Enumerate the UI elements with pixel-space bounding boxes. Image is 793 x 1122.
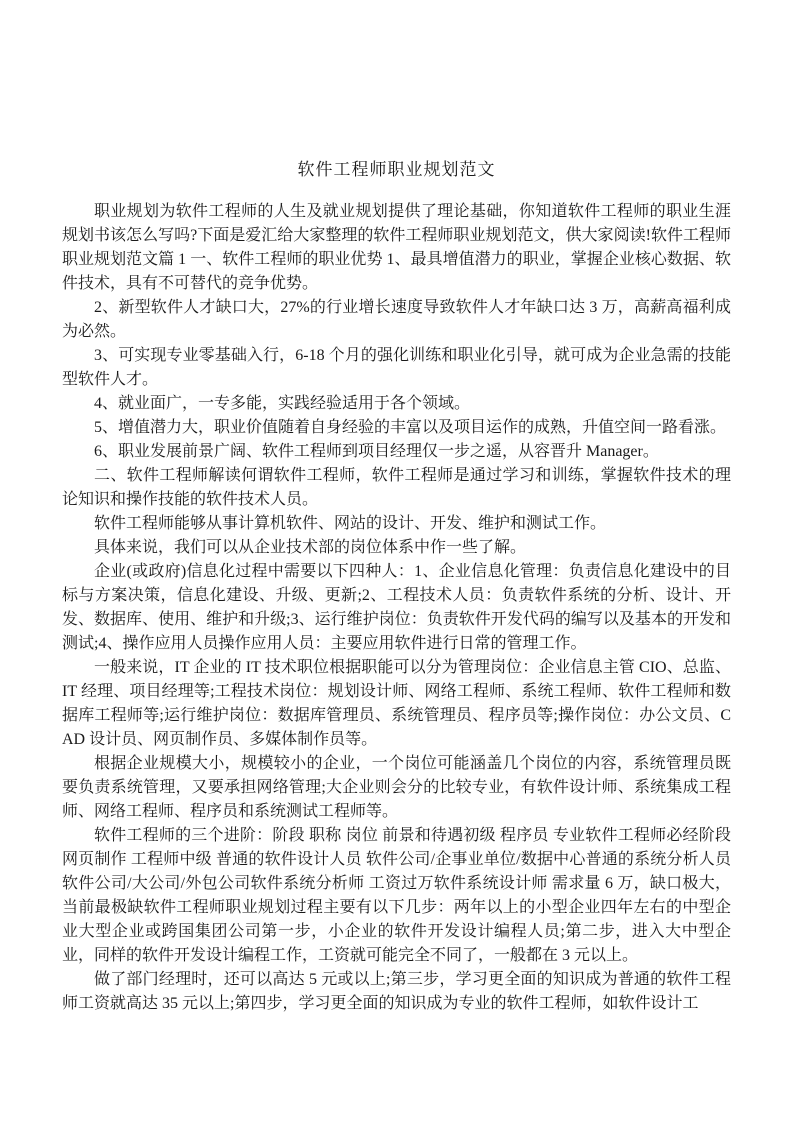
paragraph: 二、软件工程师解读何谓软件工程师，软件工程师是通过学习和训练，掌握软件技术的理论知识和操作技能的软件技术人员。 xyxy=(62,467,731,508)
document-body xyxy=(62,200,731,1016)
paragraph: 3、可实现专业零基础入行，6-18 个月的强化训练和职业化引导，就可成为企业急需的技能型软件人才。 xyxy=(62,347,731,388)
paragraph: 做了部门经理时，还可以高达 5 元或以上;第三步，学习更全面的知识成为普通的软件工程师工资就高达 35 元以上;第四步，学习更全面的知识成为专业的软件工程师，如软件设计工 xyxy=(62,971,731,1012)
paragraph: 6、职业发展前景广阔、软件工程师到项目经理仅一步之遥，从容晋升 Manager。 xyxy=(94,443,659,460)
paragraph: 2、新型软件人才缺口大，27%的行业增长速度导致软件人才年缺口达 3 万，高薪高福利成为必然。 xyxy=(62,299,731,340)
paragraph: 4、就业面广，一专多能，实践经验适用于各个领域。 xyxy=(94,395,471,412)
paragraph: 具体来说，我们可以从企业技术部的岗位体系中作一些了解。 xyxy=(94,539,527,556)
paragraph: 企业(或政府)信息化过程中需要以下四种人：1、企业信息化管理：负责信息化建设中的目标与方案决策，信息化建设、升级、更新;2、工程技术人员：负责软件系统的分析、设计、开发、数据库、使用、维护和升级;3、运行维护岗位：负责软件开发代码的编写以及基本的开发和测试;4、操作应用人员操作应用人员：主要应用软件进行日常的管理工作。 xyxy=(62,563,731,652)
paragraph: 5、增值潜力大，职业价值随着自身经验的丰富以及项目运作的成熟，升值空间一路看涨。 xyxy=(94,419,727,436)
paragraph: 根据企业规模大小，规模较小的企业，一个岗位可能涵盖几个岗位的内容，系统管理员既要负责系统管理，又要承担网络管理;大企业则会分的比较专业，有软件设计师、系统集成工程师、网络工程师、程序员和系统测试工程师等。 xyxy=(62,755,731,820)
paragraph: 软件工程师能够从事计算机软件、网站的设计、开发、维护和测试工作。 xyxy=(94,515,607,532)
paragraph: 软件工程师的三个进阶：阶段 职称 岗位 前景和待遇初级 程序员 专业软件工程师必经阶段网页制作 工程师中级 普通的软件设计人员 软件公司/企事业单位/数据中心普通的系统分析人员 软件公司/大公司/外包公司软件系统分析师 工资过万软件系统设计师 需求量 6 万，缺口极大，当前最极缺软件工程师职业规划过程主要有以下几步：两年以上的小型企业四年左右的中型企业大型企业或跨国集团公司第一步，小企业的软件开发设计编程人员;第二步，进入大中型企业，同样的软件开发设计编程工作，工资就可能完全不同了，一般都在 3 元以上。 xyxy=(62,827,731,964)
paragraph: 职业规划为软件工程师的人生及就业规划提供了理论基础，你知道软件工程师的职业生涯规划书该怎么写吗?下面是爱汇给大家整理的软件工程师职业规划范文，供大家阅读!软件工程师职业规划范文篇 1 一、软件工程师的职业优势 1、最具增值潜力的职业，掌握企业核心数据、软件技术，具有不可替代的竞争优势。 xyxy=(62,203,731,292)
paragraph: 一般来说，IT 企业的 IT 技术职位根据职能可以分为管理岗位：企业信息主管 CIO、总监、IT 经理、项目经理等;工程技术岗位：规划设计师、网络工程师、系统工程师、软件工程师和数据库工程师等;运行维护岗位：数据库管理员、系统管理员、程序员等;操作岗位：办公文员、CAD 设计员、网页制作员、多媒体制作员等。 xyxy=(62,659,731,748)
document-title: 软件工程师职业规划范文 xyxy=(297,160,496,179)
